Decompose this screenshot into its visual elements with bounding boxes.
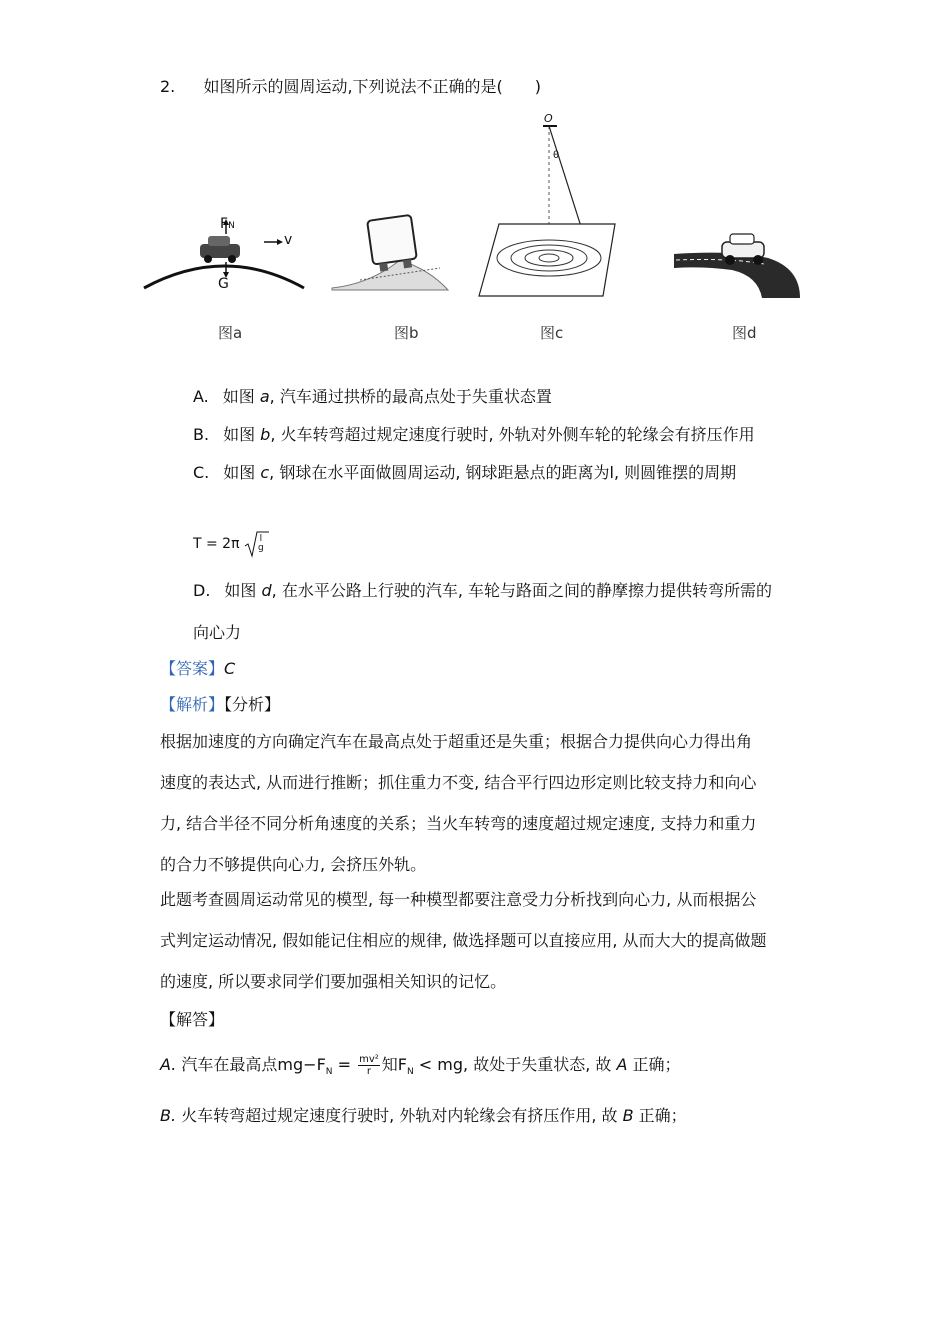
figure-d-caption: 图d <box>732 324 757 342</box>
option-d-continued: 向心力 <box>193 623 242 642</box>
velocity-label: v <box>284 232 293 248</box>
option-d: D. 如图 d, 在水平公路上行驶的汽车, 车轮与路面之间的静摩擦力提供转弯所需的 <box>193 581 773 600</box>
analysis-p1-line: 的合力不够提供向心力, 会挤压外轨。 <box>160 855 427 874</box>
analysis-p2-line: 此题考查圆周运动常见的模型, 每一种模型都要注意受力分析找到向心力, 从而根据公 <box>160 890 757 909</box>
figure-b-caption: 图b <box>394 324 419 342</box>
solution-a: A. 汽车在最高点$mg-F_N$ = $\frac{\text{mv²}}{r}$ 知$F_N$ < mg, 故处于失重状态, 故 A 正确； <box>160 1054 681 1078</box>
pivot-o-label: O <box>544 112 553 125</box>
sqrt-symbol <box>244 530 270 558</box>
option-c: C. 如图 c, 钢球在水平面做圆周运动, 钢球距悬点的距离为l, 则圆锥摆的周期 <box>193 463 737 482</box>
solution-label: 【解答】 <box>160 1010 225 1029</box>
angle-theta-label: θ <box>553 150 560 161</box>
answer-label: 【答案】 <box>160 659 225 678</box>
question-stem <box>160 76 541 98</box>
option-c-formula: T = 2π l g <box>193 530 266 558</box>
analysis-header <box>160 694 280 716</box>
figure-b-drawing <box>330 210 450 300</box>
analysis-p1-line: 速度的表达式, 从而进行推断；抓住重力不变, 结合平行四边形定则比较支持力和向心 <box>160 773 757 792</box>
figure-c-drawing <box>475 112 625 302</box>
figure-d <box>672 220 804 302</box>
figure-b <box>330 210 450 300</box>
analysis-sub-label: 【分析】 <box>224 695 281 714</box>
question-text: 如图所示的圆周运动,下列说法不正确的是( ) <box>203 77 542 96</box>
figure-c-caption: 图c <box>540 324 564 342</box>
question-number: 2. <box>160 77 176 96</box>
figure-d-drawing <box>672 220 804 302</box>
answer-value: C <box>224 659 236 678</box>
figure-a-caption: 图a <box>218 324 243 342</box>
force-g-label: G <box>218 276 229 292</box>
analysis-p2-line: 的速度, 所以要求同学们要加强相关知识的记忆。 <box>160 972 507 991</box>
analysis-p1-line: 力, 结合半径不同分析角速度的关系；当火车转弯的速度超过规定速度, 支持力和重力 <box>160 814 757 833</box>
analysis-p2-line: 式判定运动情况, 假如能记住相应的规律, 做选择题可以直接应用, 从而大大的提高做题 <box>160 931 767 950</box>
analysis-p1-line: 根据加速度的方向确定汽车在最高点处于超重还是失重；根据合力提供向心力得出角 <box>160 732 753 751</box>
answer-line <box>160 658 235 680</box>
force-fn-label: FN <box>220 216 235 232</box>
figure-c <box>475 112 625 302</box>
figure-a <box>140 210 310 310</box>
solution-b: B. 火车转弯超过规定速度行驶时, 外轨对内轮缘会有挤压作用, 故 B 正确； <box>160 1106 687 1125</box>
analysis-label: 【解析】 <box>160 695 225 714</box>
option-b: B. 如图 b, 火车转弯超过规定速度行驶时, 外轨对外侧车轮的轮缘会有挤压作用 <box>193 425 755 444</box>
option-a: A. 如图 a, 汽车通过拱桥的最高点处于失重状态置 <box>193 387 552 406</box>
